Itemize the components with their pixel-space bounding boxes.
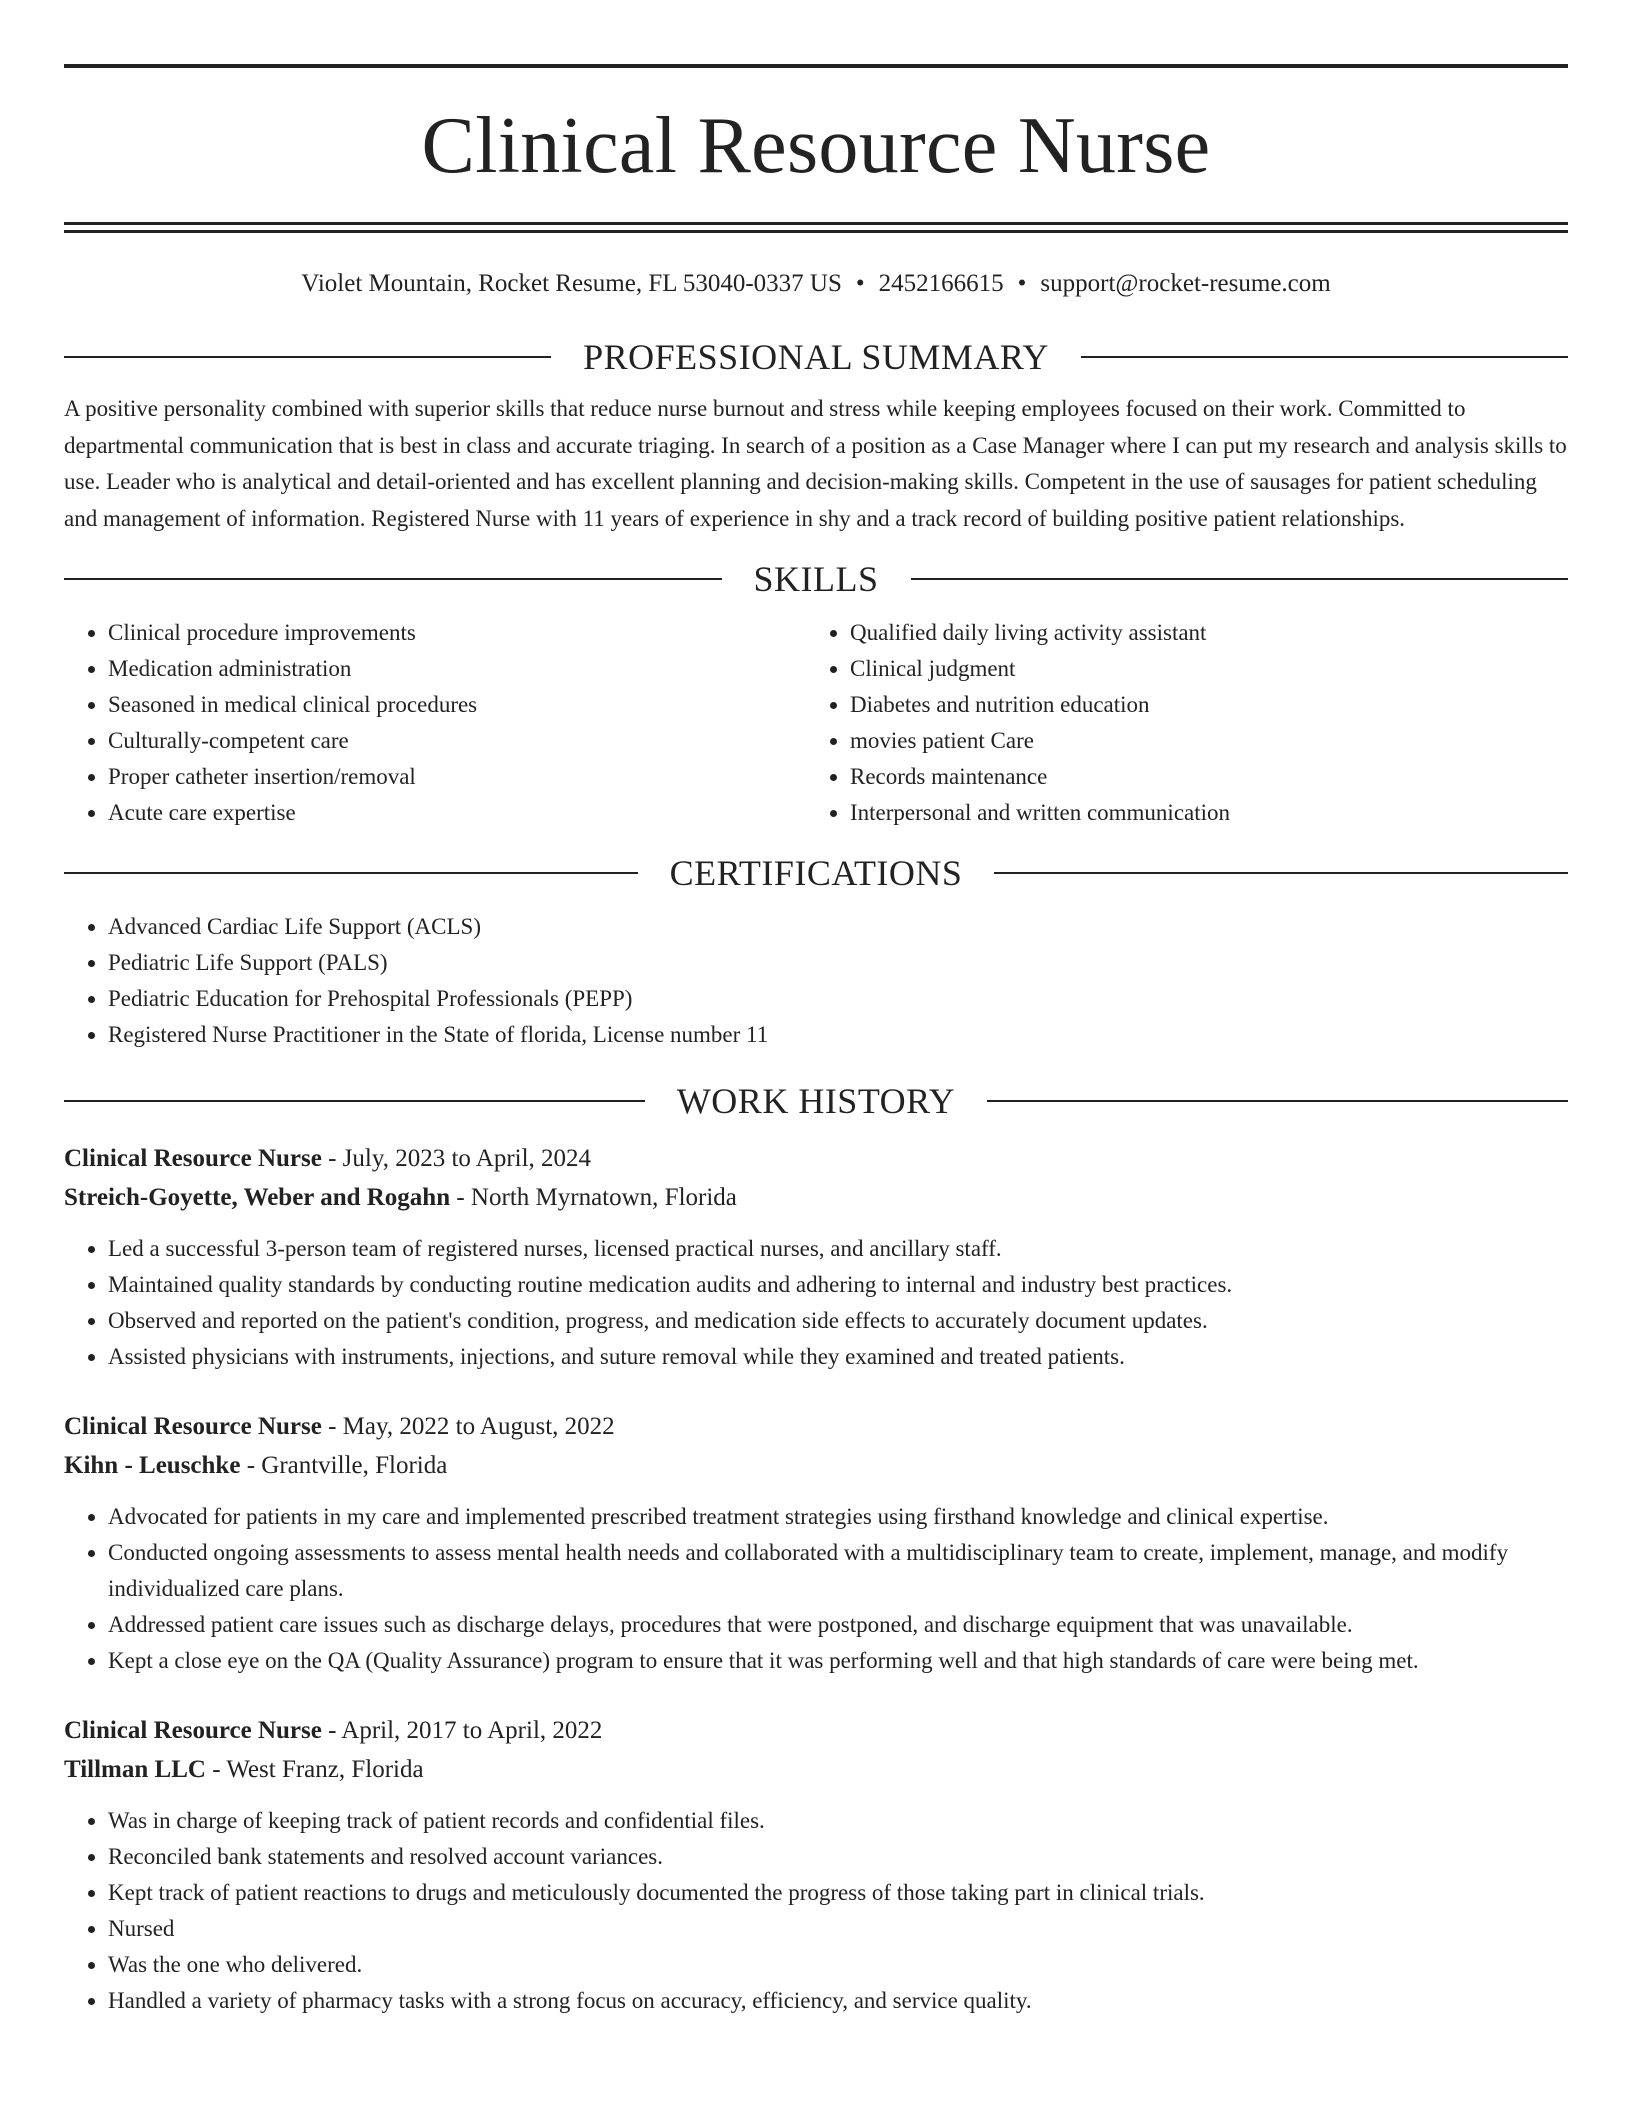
certification-item: • Advanced Cardiac Life Support (ACLS) bbox=[108, 909, 1568, 945]
section-heading-skills bbox=[64, 557, 1568, 601]
job-bullet: • Advocated for patients in my care and implemented prescribed treatment strategies using firsthand knowledge and clinical expertise. bbox=[108, 1499, 1568, 1535]
section-heading-work-history bbox=[64, 1079, 1568, 1123]
job-bullet: • Maintained quality standards by conducting routine medication audits and adhering to internal and industry best practices. bbox=[108, 1267, 1568, 1303]
job-entry bbox=[64, 1711, 1568, 2019]
heading-rule bbox=[911, 578, 1569, 580]
skill-item: • Qualified daily living activity assistant bbox=[850, 615, 1548, 651]
section-heading-summary bbox=[64, 335, 1568, 379]
certifications-list bbox=[64, 909, 1568, 1053]
job-bullet: • Observed and reported on the patient's condition, progress, and medication side effects to accurately document updates. bbox=[108, 1303, 1568, 1339]
job-bullet: • Addressed patient care issues such as discharge delays, procedures that were postponed, and discharge equipment that was unavailable. bbox=[108, 1607, 1568, 1643]
resume-page bbox=[64, 64, 1568, 2019]
skills-column-left bbox=[64, 615, 806, 831]
job-bullets bbox=[64, 1803, 1568, 2019]
section-title: PROFESSIONAL SUMMARY bbox=[583, 337, 1049, 377]
job-company-line bbox=[64, 1750, 1568, 1789]
heading-rule bbox=[1081, 356, 1568, 358]
certification-item: • Registered Nurse Practitioner in the State of florida, License number 11 bbox=[108, 1017, 1568, 1053]
summary-text: A positive personality combined with superior skills that reduce nurse burnout and stress while keeping employees focused on their work. Committed to departmental communication that is best in class and accurate triaging. In search of a position as a Case Manager where I can put my research and analysis skills to use. Leader who is analytical and detail-oriented and has excellent planning and decision-making skills. Competent in the use of sausages for patient scheduling and management of information. Registered Nurse with 11 years of experience in shy and a track record of building positive patient relationships. bbox=[64, 396, 1567, 531]
section-title: SKILLS bbox=[753, 559, 879, 599]
job-bullets bbox=[64, 1499, 1568, 1679]
job-company: Kihn - Leuschke bbox=[64, 1452, 241, 1479]
job-bullet: • Handled a variety of pharmacy tasks with a strong focus on accuracy, efficiency, and service quality. bbox=[108, 1983, 1568, 2019]
job-title: Clinical Resource Nurse bbox=[64, 1717, 322, 1744]
job-bullet: • Kept track of patient reactions to drugs and meticulously documented the progress of those taking part in clinical trials. bbox=[108, 1875, 1568, 1911]
skill-item: • Interpersonal and written communication bbox=[850, 795, 1548, 831]
job-location: - Grantville, Florida bbox=[240, 1452, 448, 1479]
certification-item: • Pediatric Life Support (PALS) bbox=[108, 945, 1568, 981]
skill-item: • Seasoned in medical clinical procedures bbox=[108, 687, 806, 723]
job-dates: - July, 2023 to April, 2024 bbox=[321, 1145, 592, 1172]
section-heading-certifications bbox=[64, 851, 1568, 895]
skill-item: • movies patient Care bbox=[850, 723, 1548, 759]
job-dates: - April, 2017 to April, 2022 bbox=[321, 1717, 603, 1744]
certification-item: • Pediatric Education for Prehospital Professionals (PEPP) bbox=[108, 981, 1568, 1017]
skill-item: • Medication administration bbox=[108, 651, 806, 687]
job-location: - North Myrnatown, Florida bbox=[450, 1184, 737, 1211]
job-bullet: • Assisted physicians with instruments, injections, and suture removal while they examined and treated patients. bbox=[108, 1339, 1568, 1375]
contact-phone: 2452166615 bbox=[878, 270, 1004, 297]
job-title-line bbox=[64, 1711, 1568, 1750]
header-top-rule bbox=[64, 64, 1568, 68]
job-company: Streich-Goyette, Weber and Rogahn bbox=[64, 1184, 451, 1211]
skill-item: • Acute care expertise bbox=[108, 795, 806, 831]
job-bullet: • Nursed bbox=[108, 1911, 1568, 1947]
heading-rule bbox=[64, 578, 722, 580]
job-company-line bbox=[64, 1446, 1568, 1485]
skill-item: • Records maintenance bbox=[850, 759, 1548, 795]
job-company: Tillman LLC bbox=[64, 1756, 206, 1783]
skill-item: • Diabetes and nutrition education bbox=[850, 687, 1548, 723]
job-bullet: • Led a successful 3-person team of registered nurses, licensed practical nurses, and ancillary staff. bbox=[108, 1231, 1568, 1267]
contact-address: Violet Mountain, Rocket Resume, FL 53040-0337 US bbox=[301, 270, 842, 297]
contact-email: support@rocket-resume.com bbox=[1040, 270, 1331, 297]
job-title: Clinical Resource Nurse bbox=[64, 1145, 322, 1172]
skills-list bbox=[64, 615, 1568, 831]
job-dates: - May, 2022 to August, 2022 bbox=[321, 1413, 615, 1440]
contact-line bbox=[64, 269, 1568, 299]
section-title: WORK HISTORY bbox=[676, 1081, 956, 1121]
job-title-line bbox=[64, 1407, 1568, 1446]
skill-item: • Proper catheter insertion/removal bbox=[108, 759, 806, 795]
job-location: - West Franz, Florida bbox=[205, 1756, 424, 1783]
job-bullet: • Reconciled bank statements and resolved account variances. bbox=[108, 1839, 1568, 1875]
job-bullets bbox=[64, 1231, 1568, 1375]
job-bullet: • Was in charge of keeping track of patient records and confidential files. bbox=[108, 1803, 1568, 1839]
heading-rule bbox=[987, 1100, 1568, 1102]
contact-separator: • bbox=[855, 270, 865, 297]
job-bullet: • Conducted ongoing assessments to assess mental health needs and collaborated with a multidisciplinary team to create, implement, manage, and modify individualized care plans. bbox=[108, 1535, 1568, 1607]
resume-name: Clinical Resource Nurse bbox=[421, 102, 1211, 190]
job-title: Clinical Resource Nurse bbox=[64, 1413, 322, 1440]
skill-item: • Clinical procedure improvements bbox=[108, 615, 806, 651]
skill-item: • Culturally-competent care bbox=[108, 723, 806, 759]
heading-rule bbox=[64, 356, 551, 358]
job-company-line bbox=[64, 1178, 1568, 1217]
heading-rule bbox=[994, 872, 1568, 874]
job-entry bbox=[64, 1407, 1568, 1679]
header-double-rule bbox=[64, 222, 1568, 233]
job-bullet: • Kept a close eye on the QA (Quality Assurance) program to ensure that it was performing well and that high standards of care were being met. bbox=[108, 1643, 1568, 1679]
skill-item: • Clinical judgment bbox=[850, 651, 1548, 687]
job-entry bbox=[64, 1139, 1568, 1375]
heading-rule bbox=[64, 1100, 645, 1102]
skills-column-right bbox=[806, 615, 1548, 831]
heading-rule bbox=[64, 872, 638, 874]
job-title-line bbox=[64, 1139, 1568, 1178]
contact-separator: • bbox=[1017, 270, 1027, 297]
job-bullet: • Was the one who delivered. bbox=[108, 1947, 1568, 1983]
section-title: CERTIFICATIONS bbox=[669, 853, 963, 893]
